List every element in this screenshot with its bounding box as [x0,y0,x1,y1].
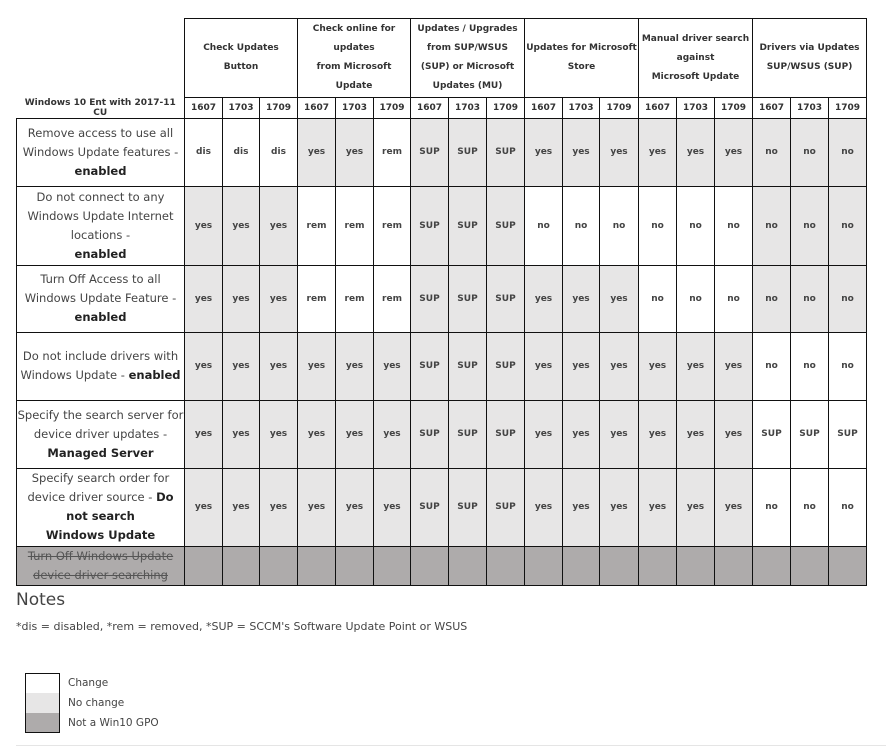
header-corner [17,19,185,98]
matrix-cell: yes [639,468,677,546]
matrix-cell: yes [298,400,336,468]
policy-setting-value: enabled [74,246,127,261]
matrix-cell: yes [600,400,639,468]
version-header: 1709 [374,98,411,119]
matrix-cell: no [829,468,867,546]
version-header: 1709 [829,98,867,119]
gpo-row [17,468,867,546]
matrix-cell [715,546,753,585]
column-group-header [185,19,298,98]
matrix-cell [677,546,715,585]
version-header-row [17,98,867,119]
matrix-cell: dis [185,118,223,186]
matrix-cell: yes [563,400,600,468]
matrix-cell: yes [677,118,715,186]
matrix-cell: yes [525,468,563,546]
matrix-cell: no [753,332,791,400]
column-group-label-line: Microsoft Update [651,71,740,82]
matrix-cell: yes [715,332,753,400]
matrix-cell: yes [639,400,677,468]
matrix-cell: SUP [791,400,829,468]
matrix-cell: yes [677,400,715,468]
legend [25,673,159,733]
matrix-cell: yes [336,118,374,186]
gpo-row [17,332,867,400]
legend-label: No change [68,697,125,709]
version-header: 1607 [753,98,791,119]
matrix-cell: no [753,118,791,186]
legend-swatch-no-change [25,693,60,713]
matrix-cell: no [677,265,715,332]
matrix-cell [563,546,600,585]
matrix-cell [791,546,829,585]
matrix-cell: SUP [411,400,449,468]
matrix-cell: SUP [411,265,449,332]
column-group-header [753,19,867,98]
matrix-cell: yes [600,265,639,332]
legend-swatch-not-win10-gpo [25,713,60,733]
gpo-row [17,186,867,265]
version-header: 1607 [639,98,677,119]
group-header-row [17,19,867,98]
version-header: 1709 [600,98,639,119]
matrix-cell: yes [600,332,639,400]
policy-setting-value: enabled [128,368,181,382]
matrix-cell: yes [260,186,298,265]
matrix-cell [525,546,563,585]
column-group-label-line: Check online for [312,24,396,34]
policy-name-text: Remove access to use all Windows Update features - [22,125,179,159]
matrix-cell: yes [223,468,260,546]
notes-text: *dis = disabled, *rem = removed, *SUP = SCCM's Software Update Point or WSUS [16,620,468,633]
version-header: 1703 [336,98,374,119]
matrix-cell: dis [223,118,260,186]
gpo-row [17,546,867,585]
matrix-cell: yes [374,332,411,400]
matrix-cell: SUP [449,332,487,400]
column-group-label-line: updates [333,43,375,53]
matrix-cell: SUP [449,118,487,186]
matrix-cell: yes [260,332,298,400]
matrix-cell: yes [185,332,223,400]
version-header: 1703 [449,98,487,119]
policy-name [17,546,185,585]
matrix-cell: no [791,468,829,546]
matrix-cell: SUP [487,265,525,332]
matrix-cell: no [753,265,791,332]
policy-name-text: Specify search order for device driver source - [27,471,170,504]
column-group-label-line: (SUP) or Microsoft [420,62,515,72]
policy-name [17,332,185,400]
policy-name-text: Do not connect to any Windows Update Internet locations - [27,189,174,242]
matrix-cell: yes [185,265,223,332]
matrix-cell: no [829,265,867,332]
policy-name-text: Turn Off Access to all Windows Update Feature - [24,272,177,305]
matrix-cell: yes [298,332,336,400]
matrix-cell: SUP [487,332,525,400]
matrix-cell: no [829,332,867,400]
matrix-cell: no [525,186,563,265]
matrix-cell: yes [563,468,600,546]
matrix-cell: no [791,118,829,186]
policy-setting-value: Windows Update [45,528,156,542]
policy-name [17,118,185,186]
version-header: 1607 [525,98,563,119]
column-group-label-line: against [676,52,715,63]
column-group-label-line: Manual driver search [641,33,750,44]
column-group-label-line: SUP/WSUS (SUP) [766,62,853,72]
matrix-cell: yes [223,186,260,265]
version-header: 1709 [487,98,525,119]
column-group-label-line: Button [223,62,259,72]
matrix-cell: no [639,265,677,332]
matrix-cell: rem [374,186,411,265]
matrix-cell: no [753,468,791,546]
policy-name-text: Do not include drivers with Windows Update - [20,349,179,382]
matrix-cell: SUP [487,186,525,265]
matrix-cell: no [791,186,829,265]
version-header: 1703 [677,98,715,119]
matrix-cell: SUP [411,186,449,265]
matrix-cell: yes [525,118,563,186]
matrix-cell: yes [298,118,336,186]
matrix-cell [298,546,336,585]
matrix-cell [223,546,260,585]
column-group-header [298,19,411,98]
version-header: 1607 [298,98,336,119]
matrix-cell: rem [298,265,336,332]
legend-item-change [25,673,159,693]
matrix-cell: yes [336,400,374,468]
column-group-label-line: Update [335,81,373,91]
column-group-label-line: from Microsoft [316,62,392,72]
policy-setting-value: Do not search [66,490,174,523]
legend-label: Not a Win10 GPO [68,717,159,729]
matrix-cell: no [829,118,867,186]
matrix-cell: yes [185,468,223,546]
column-group-header [639,19,753,98]
matrix-cell: rem [336,186,374,265]
matrix-cell [449,546,487,585]
matrix-cell: yes [600,468,639,546]
os-caption: Windows 10 Ent with 2017-11 CU [17,98,185,119]
matrix-cell [185,546,223,585]
gpo-row [17,400,867,468]
matrix-cell: rem [374,265,411,332]
version-header: 1703 [563,98,600,119]
matrix-cell: SUP [449,400,487,468]
matrix-cell: yes [715,400,753,468]
column-group-label-line: Check Updates [203,43,279,53]
matrix-cell: yes [715,468,753,546]
policy-name [17,468,185,546]
matrix-cell: yes [336,468,374,546]
matrix-cell: SUP [829,400,867,468]
matrix-cell: SUP [411,118,449,186]
matrix-cell: SUP [449,468,487,546]
matrix-cell: yes [298,468,336,546]
policy-name [17,186,185,265]
matrix-cell: SUP [487,400,525,468]
matrix-cell: no [715,186,753,265]
matrix-cell: rem [298,186,336,265]
version-header: 1607 [411,98,449,119]
matrix-cell: yes [639,332,677,400]
matrix-cell: yes [525,332,563,400]
matrix-cell [374,546,411,585]
matrix-cell: yes [185,186,223,265]
matrix-cell: yes [223,265,260,332]
matrix-cell: rem [336,265,374,332]
matrix-cell: no [791,332,829,400]
matrix-cell: SUP [487,468,525,546]
legend-swatch-change [25,673,60,693]
matrix-cell: yes [677,468,715,546]
policy-name-text: Specify the search server for device driver updates - [17,407,184,441]
matrix-cell [260,546,298,585]
matrix-cell: yes [374,400,411,468]
column-group-label-line: Store [567,62,596,72]
matrix-cell: no [677,186,715,265]
bottom-divider [16,745,886,746]
matrix-cell: yes [260,265,298,332]
legend-item-not-win10-gpo [25,713,159,733]
matrix-cell: yes [525,400,563,468]
policy-name [17,400,185,468]
matrix-cell [829,546,867,585]
matrix-cell [639,546,677,585]
matrix-cell: no [715,265,753,332]
matrix-cell: no [791,265,829,332]
version-header: 1703 [223,98,260,119]
gpo-row [17,265,867,332]
matrix-cell [336,546,374,585]
matrix-cell: yes [639,118,677,186]
matrix-cell: yes [185,400,223,468]
matrix-cell: yes [600,118,639,186]
policy-setting-value: enabled [74,163,127,178]
policy-name-text: Turn Off Windows Update device driver searching [27,548,174,582]
notes-title: Notes [16,590,66,610]
column-group-label-line: Drivers via Updates [759,43,860,53]
matrix-cell: rem [374,118,411,186]
policy-setting-value: enabled [74,310,127,324]
column-group-label-line: from SUP/WSUS [427,43,508,53]
matrix-cell [600,546,639,585]
matrix-cell [753,546,791,585]
matrix-cell: SUP [411,468,449,546]
matrix-cell: yes [563,332,600,400]
matrix-cell: yes [223,400,260,468]
matrix-cell: yes [336,332,374,400]
matrix-cell: SUP [449,265,487,332]
matrix-cell: yes [715,118,753,186]
column-group-label-line: Updates / Upgrades [417,24,518,34]
matrix-cell: yes [260,468,298,546]
matrix-cell: SUP [487,118,525,186]
matrix-cell [411,546,449,585]
gpo-matrix-table [16,18,867,586]
version-header: 1607 [185,98,223,119]
matrix-cell: yes [260,400,298,468]
column-group-header [525,19,639,98]
matrix-cell: no [753,186,791,265]
matrix-cell: yes [525,265,563,332]
matrix-cell: no [600,186,639,265]
matrix-cell: yes [223,332,260,400]
version-header: 1709 [260,98,298,119]
matrix-cell: no [639,186,677,265]
column-group-label-line: Updates for Microsoft [526,43,637,53]
matrix-cell: dis [260,118,298,186]
column-group-label-line: Updates (MU) [432,81,503,91]
matrix-cell: SUP [411,332,449,400]
legend-item-no-change [25,693,159,713]
matrix-cell [487,546,525,585]
matrix-cell: no [563,186,600,265]
gpo-row [17,118,867,186]
policy-setting-value: Managed Server [47,445,154,460]
matrix-cell: no [829,186,867,265]
matrix-cell: yes [677,332,715,400]
version-header: 1709 [715,98,753,119]
matrix-cell: SUP [753,400,791,468]
gpo-rows [17,118,867,585]
matrix-cell: SUP [449,186,487,265]
matrix-cell: yes [563,118,600,186]
policy-name [17,265,185,332]
matrix-cell: yes [563,265,600,332]
column-group-header [411,19,525,98]
legend-label: Change [68,677,109,689]
matrix-cell: yes [374,468,411,546]
version-header: 1703 [791,98,829,119]
